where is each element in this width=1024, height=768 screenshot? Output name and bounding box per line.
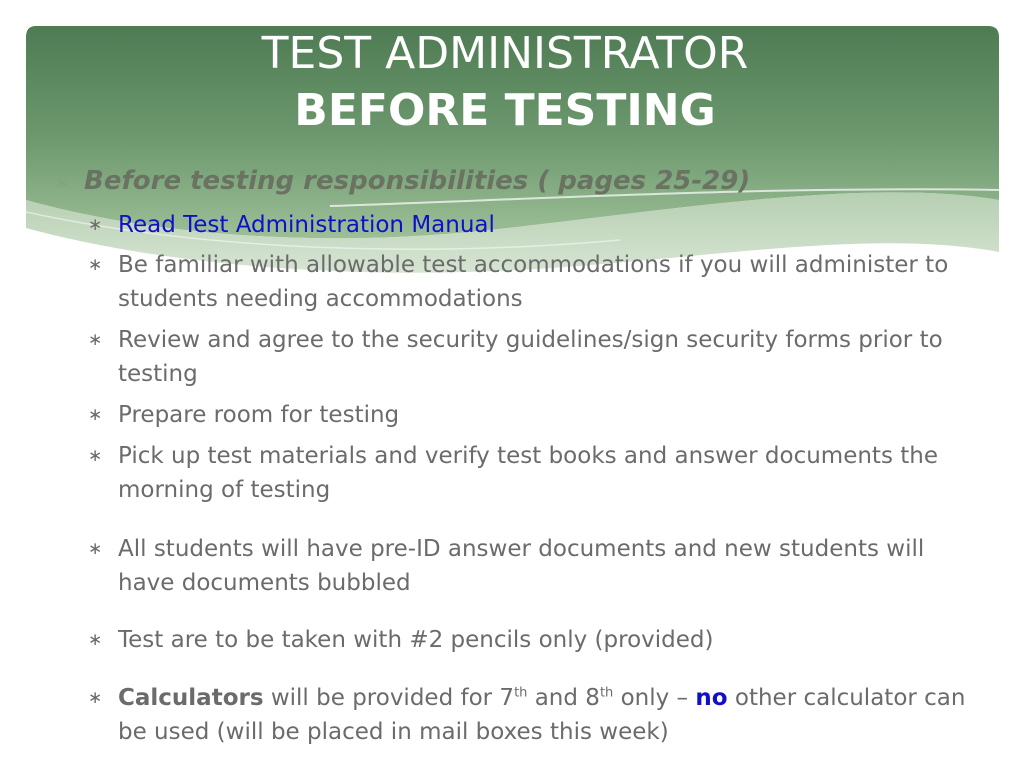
superscript-th: th (514, 685, 528, 701)
list-item-text (118, 681, 968, 749)
list-item-text: Be familiar with allowable test accommodations if you will administer to students needing accommodations (118, 252, 949, 312)
slide-title: TEST ADMINISTRATOR (261, 28, 749, 79)
calculator-text-part3: only – (613, 685, 696, 711)
bullet-star-icon: ∗ (88, 255, 103, 275)
slide-subtitle: BEFORE TESTING (294, 85, 716, 136)
bullet-star-icon: ∗ (88, 215, 103, 235)
bullet-star-icon: ∗ (54, 172, 70, 193)
list-item-calculators (88, 681, 968, 749)
heading-text: Before testing responsibilities (84, 166, 529, 196)
calculator-text-part2: and 8 (527, 685, 600, 711)
list-item (88, 439, 968, 507)
list-item (88, 248, 968, 316)
heading-bullet (54, 166, 750, 196)
list-item (88, 323, 968, 391)
calculator-text-part1: will be provided for 7 (263, 685, 515, 711)
bullet-star-icon: ∗ (88, 405, 103, 425)
list-item (88, 208, 968, 242)
superscript-th: th (599, 685, 614, 701)
list-item-text: Pick up test materials and verify test books and answer documents the morning of testing (118, 443, 938, 503)
list-item-text: Prepare room for testing (118, 402, 400, 428)
no-emphasis: no (695, 685, 728, 711)
calculator-text-part4: other calculator can be used (will be placed in mail boxes this week) (118, 685, 966, 745)
bullet-star-icon: ∗ (88, 330, 103, 350)
list-item (88, 532, 968, 600)
calculators-label: Calculators (118, 685, 264, 711)
bullet-star-icon: ∗ (88, 688, 103, 708)
list-item-text: All students will have pre-ID answer documents and new students will have documents bubbled (118, 536, 925, 596)
list-item (88, 398, 968, 432)
bullet-star-icon: ∗ (88, 630, 103, 650)
list-item-text: Review and agree to the security guidelines/sign security forms prior to testing (118, 327, 943, 387)
list-item (88, 623, 968, 657)
bullet-star-icon: ∗ (88, 539, 103, 559)
title-block (0, 28, 1010, 142)
manual-link-text: Read Test Administration Manual (118, 212, 495, 238)
heading-pages: ( pages 25-29) (528, 166, 751, 196)
bullet-star-icon: ∗ (88, 446, 103, 466)
list-item-text: Test are to be taken with #2 pencils only (provided) (118, 627, 714, 653)
